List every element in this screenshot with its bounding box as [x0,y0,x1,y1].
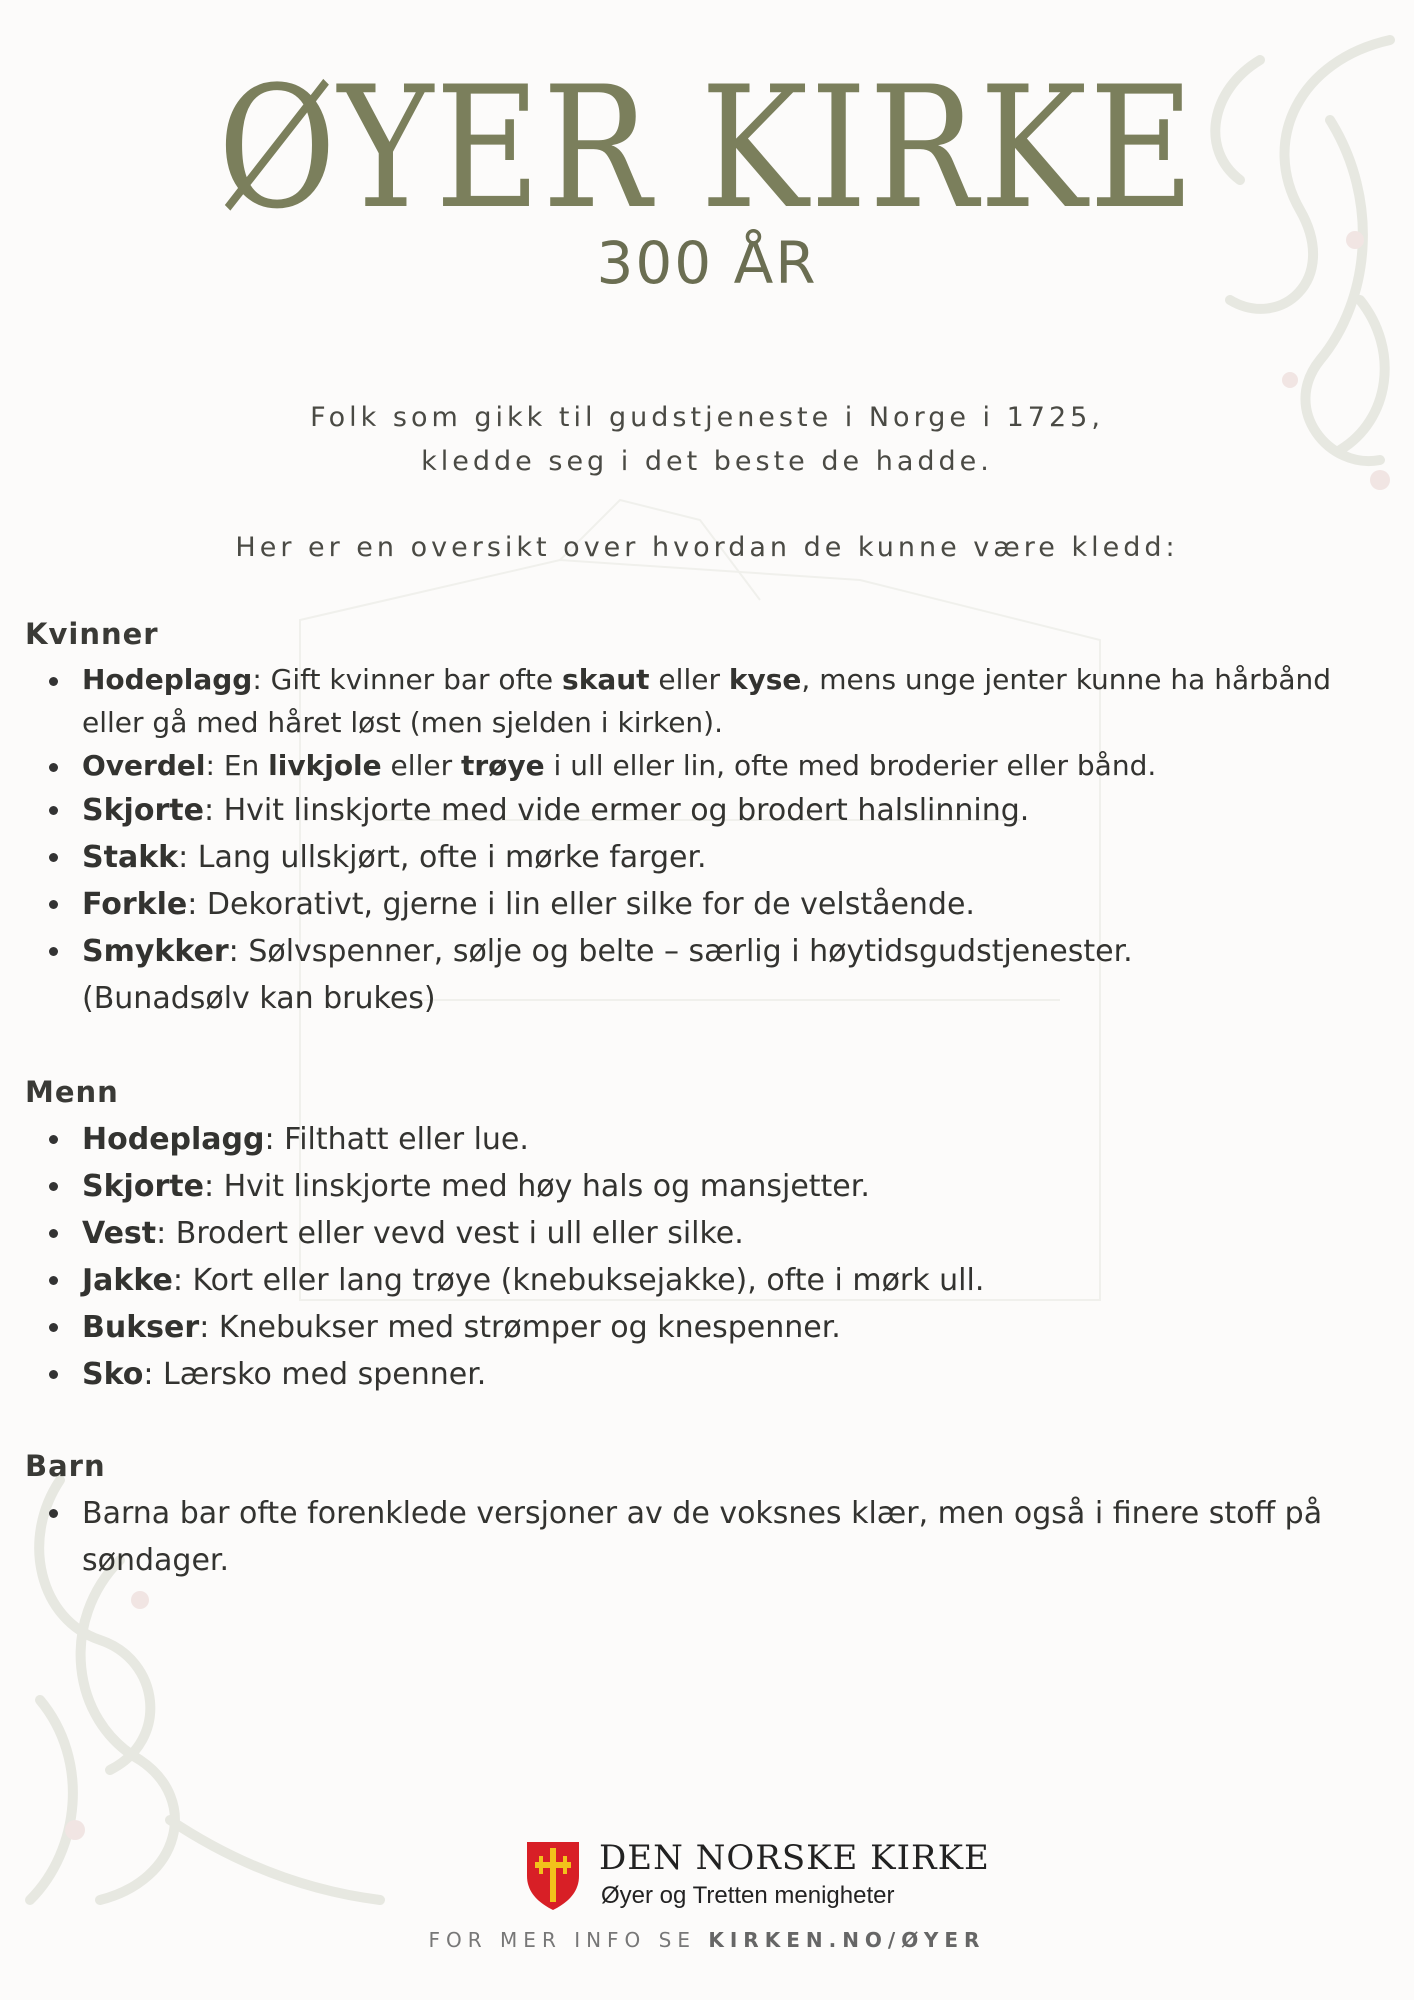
list-item [40,928,1370,1022]
item-label: Jakke [82,1263,173,1298]
item-text: : Gift kvinner bar ofte [252,663,563,696]
item-text: : Dekorativt, gjerne i lin eller silke for de velstående. [187,887,975,922]
org-name: DEN NORSKE KIRKE [599,1838,990,1878]
item-label: Stakk [82,840,179,875]
item-label: Hodeplagg [82,1122,265,1157]
item-text: : Kort eller lang trøye (knebuksejakke), ofte i mørk ull. [172,1263,985,1298]
item-label: Sko [82,1357,144,1392]
footer-info-link[interactable]: KIRKEN.NO/ØYER [708,1928,986,1952]
church-logo [525,1836,990,1916]
item-label: Vest [82,1216,157,1251]
page-title: ØYER KIRKE [217,50,1197,246]
church-shield-icon [525,1840,581,1912]
item-label: Smykker [82,934,229,969]
item-text: : Knebukser med strømper og knespenner. [199,1310,841,1345]
list-item [40,834,1370,881]
item-label: Skjorte [82,793,204,828]
intro-line-1: Folk som gikk til gudstjeneste i Norge i 1725, [310,402,1104,433]
list-item [40,744,1370,787]
item-label: Hodeplagg [82,663,253,696]
item-text: : Hvit linskjorte med høy hals og mansjetter. [203,1169,870,1204]
item-label: Overdel [82,749,206,782]
list-item [40,1351,1370,1398]
item-text: : Filthatt eller lue. [264,1122,529,1157]
children-list [40,1490,1370,1584]
footer-info [0,1928,1414,1952]
footer-info-prefix: FOR MER INFO SE [428,1928,709,1952]
list-item [40,1257,1370,1304]
item-text: eller [649,663,729,696]
item-label: Forkle [82,887,188,922]
intro-line-3: Her er en oversikt over hvordan de kunne være kledd: [235,532,1179,563]
item-text: Barna bar ofte forenklede versjoner av de voksnes klær, men også i finere stoff på søndager. [82,1496,1323,1578]
list-item [40,1210,1370,1257]
item-text: : Lang ullskjørt, ofte i mørke farger. [178,840,707,875]
item-emphasis: skaut [562,663,650,696]
list-item [40,658,1370,744]
section-title-men: Menn [25,1075,119,1109]
item-text: : Hvit linskjorte med vide ermer og brodert halslinning. [203,793,1030,828]
item-text: : Lærsko med spenner. [143,1357,487,1392]
women-list [40,658,1370,1022]
list-item [40,1304,1370,1351]
item-text: , mens unge jenter kunne ha hårbånd eller gå med håret løst (men sjelden i kirken). [82,663,1332,739]
item-emphasis: trøye [460,749,545,782]
item-text: eller [381,749,461,782]
section-title-women: Kvinner [25,617,159,651]
page-subtitle: 300 ÅR [596,229,818,297]
item-text: i ull eller lin, ofte med broderier eller bånd. [544,749,1157,782]
item-label: Skjorte [82,1169,204,1204]
item-text: : Sølvspenner, sølje og belte – særlig i høytidsgudstjenester. (Bunadsølv kan brukes) [82,934,1133,1016]
section-title-children: Barn [25,1449,106,1483]
list-item [40,881,1370,928]
item-emphasis: livkjole [268,749,382,782]
list-item [40,1490,1370,1584]
list-item [40,1163,1370,1210]
item-emphasis: kyse [728,663,802,696]
item-label: Bukser [82,1310,200,1345]
intro-line-2: kledde seg i det beste de hadde. [421,446,993,477]
org-subtitle: Øyer og Tretten menigheter [601,1882,895,1909]
list-item [40,787,1370,834]
list-item [40,1116,1370,1163]
men-list [40,1116,1370,1398]
item-text: : Brodert eller vevd vest i ull eller silke. [156,1216,744,1251]
item-text: : En [205,749,269,782]
